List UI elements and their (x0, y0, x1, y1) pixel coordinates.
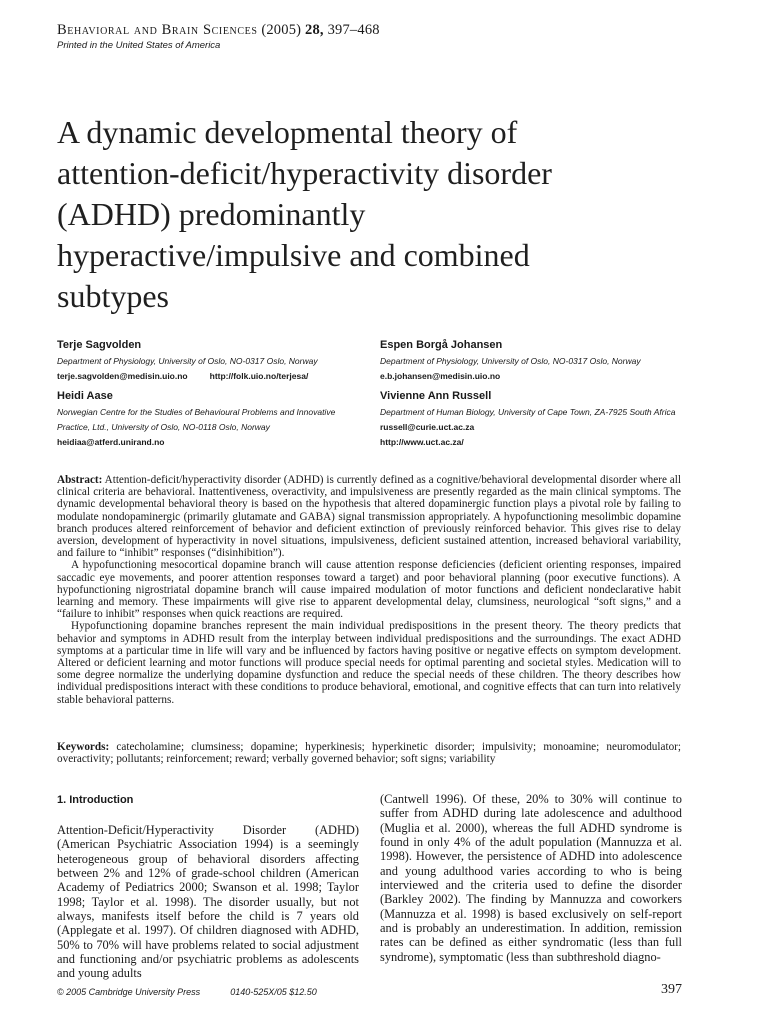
journal-pages: 397–468 (327, 22, 380, 38)
author-block-3 (57, 388, 347, 450)
body-column-left (57, 823, 359, 981)
author-block-2 (380, 337, 700, 384)
copyright: © 2005 Cambridge University Press (57, 987, 201, 997)
author-name: Espen Borgå Johansen (380, 339, 503, 351)
body-paragraph: Attention-Deficit/Hyperactivity Disorder (ADHD) (American Psychiatric Association 1994) is a seemingly heterogeneous group of behavioral disorders affecting between 2% and 12% of grade-school children (American Academy of Pediatrics 2000; Swanson et al. 1998; Taylor 1998; Taylor et al. 1998). The disorder usually, but not always, manifests itself before the child is 7 years old (Applegate et al. 1997). Of children diagnosed with ADHD, 50% to 70% will have problems related to social adjustment and functioning and/or psychiatric problems as adolescents and young adults (57, 823, 359, 981)
author-email[interactable]: e.b.johansen@medisin.uio.no (380, 371, 501, 381)
abstract-paragraph-1 (57, 474, 681, 559)
author-block-1 (57, 337, 367, 384)
journal-year: (2005) (261, 22, 302, 38)
author-url[interactable]: http://www.uct.ac.za/ (380, 437, 464, 447)
abstract-paragraph-2: A hypofunctioning mesocortical dopamine branch will cause attention response deficiencies (deficient orienting responses, impaired saccadic eye movements, and poorer attention responses toward a target) and poor behavioral planning (poor executive functions). A hypofunctioning nigrostriatal dopamine branch will cause impaired modulation of motor functions and deficient nondeclarative habit learning and memory. These impairments will give rise to apparent developmental delay, clumsiness, neurological “soft signs,” and a “failure to inhibit” responses when quick reactions are required. (57, 559, 681, 621)
keywords-text: catecholamine; clumsiness; dopamine; hyperkinesis; hyperkinetic disorder; impulsivity; monoamine; neuromodulator; overactivity; pollutants; reinforcement; reward; verbally governed behavior; soft signs; variability (57, 741, 682, 766)
author-email[interactable]: heidiaa@atferd.unirand.no (57, 437, 165, 447)
author-affiliation: Department of Physiology, University of Oslo, NO-0317 Oslo, Norway (57, 356, 318, 366)
author-contact (57, 369, 367, 384)
section-heading: 1. Introduction (57, 794, 134, 806)
body-paragraph: (Cantwell 1996). Of these, 20% to 30% will continue to suffer from ADHD during late adolescence and adulthood (Muglia et al. 2000), whereas the full ADHD syndrome is found in only 4% of the adult population (Mannuzza et al. 1998). However, the persistence of ADHD into adolescence and young adulthood varies according to who is being interviewed and the criteria used to define the disorder (Barkley 2002). The finding by Mannuzza and coworkers (Mannuzza et al. 1998) is based exclusively on self-report and is probably an underestimation. In addition, remission rates can be defined as either syndromatic (less than full syndrome), symptomatic (less than subthreshold diagno- (380, 792, 682, 964)
author-email[interactable]: russell@curie.uct.ac.za (380, 422, 475, 432)
abstract-text: Attention-deficit/hyperactivity disorder (ADHD) is currently defined as a cognitive/behavioral developmental disorder where all clinical criteria are behavioral. Inattentiveness, overactivity, and impulsiveness are presently regarded as the main clinical symptoms. The dynamic developmental behavioral theory is based on the hypothesis that altered dopaminergic function plays a pivotal role by failing to modulate nondopaminergic (primarily glutamate and GABA) signal transmission appropriately. A hypofunctioning mesolimbic dopamine branch produces altered reinforcement of behavior and deficient extinction of previously reinforced behavior. This gives rise to delay aversion, development of hyperactivity in novel situations, impulsiveness, deficient sustained attention, increased behavioral variability, and failure to “inhibit” responses (“disinhibition”). (57, 474, 681, 560)
author-name: Vivienne Ann Russell (380, 390, 492, 402)
abstract-paragraph-3: Hypofunctioning dopamine branches represent the main individual predispositions in the present theory. The theory predicts that behavior and symptoms in ADHD result from the interplay between individual predispositions and the surroundings. The exact ADHD symptoms at a particular time in life will vary and be influenced by factors having positive or negative effects on symptom development. Altered or deficient learning and motor functions will produce special needs for optimal parenting and societal styles. Medication will to some degree normalize the underlying dopamine dysfunction and reduce the special needs of these children. The theory describes how individual predispositions interact with these conditions to produce behavioral, emotional, and cognitive effects that can turn into relatively stable behavioral patterns. (57, 620, 681, 706)
author-block-4 (380, 388, 700, 450)
keywords-label: Keywords: (57, 741, 110, 753)
article-title: A dynamic developmental theory of attention-deficit/hyperactivity disorder (ADHD) predominantly hyperactive/impulsive and combined subtypes (57, 114, 552, 314)
keywords (57, 741, 681, 766)
author-contact (380, 369, 700, 384)
body-column-right (380, 792, 682, 964)
author-contact (57, 435, 347, 450)
author-url[interactable]: http://folk.uio.no/terjesa/ (209, 371, 309, 381)
author-affiliation: Department of Human Biology, University of Cape Town, ZA-7925 South Africa (380, 407, 676, 417)
issn: 0140-525X/05 $12.50 (230, 987, 317, 997)
abstract-label: Abstract: (57, 474, 103, 486)
printed-note: Printed in the United States of America (57, 40, 221, 51)
journal-header (57, 22, 380, 39)
author-name: Terje Sagvolden (57, 339, 142, 351)
footer (57, 987, 317, 997)
page-number: 397 (661, 982, 682, 997)
author-email[interactable]: terje.sagvolden@medisin.uio.no (57, 371, 188, 381)
journal-volume: 28, (305, 22, 324, 38)
author-affiliation: Norwegian Centre for the Studies of Behavioural Problems and Innovative Practice, Ltd., University of Oslo, NO-0118 Oslo, Norway (57, 407, 336, 432)
author-name: Heidi Aase (57, 390, 113, 402)
author-contact (380, 420, 700, 450)
author-affiliation: Department of Physiology, University of Oslo, NO-0317 Oslo, Norway (380, 356, 641, 366)
journal-name: Behavioral and Brain Sciences (57, 22, 258, 38)
abstract (57, 474, 681, 706)
